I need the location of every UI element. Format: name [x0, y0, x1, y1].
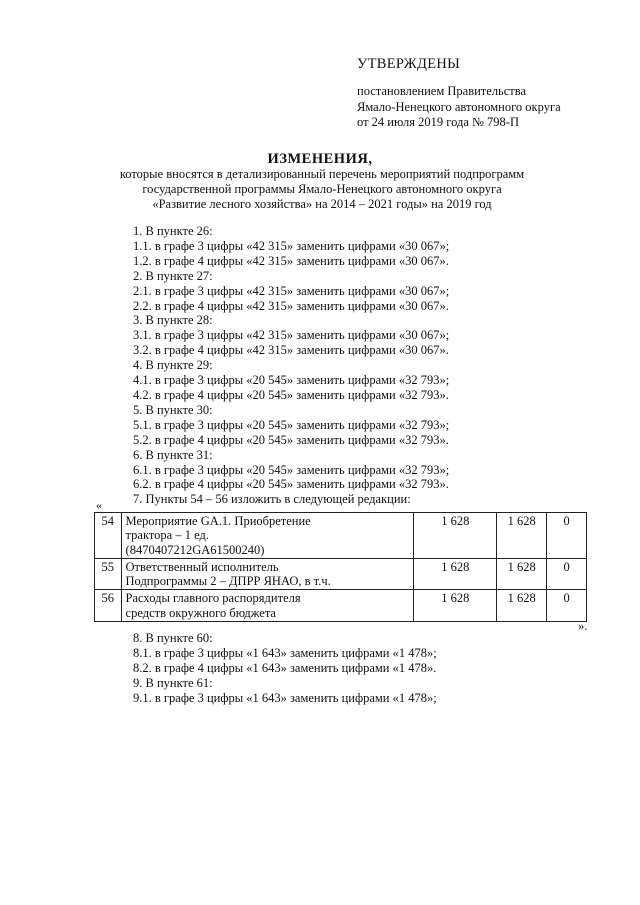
description-line: средств окружного бюджета: [125, 605, 276, 620]
amendment-item: 2.2. в графе 4 цифры «42 315» заменить цифрами «30 067».: [133, 298, 449, 313]
amendment-list: [133, 224, 449, 507]
row-number-cell: 54: [95, 513, 122, 559]
document-title: ИЗМЕНЕНИЯ,: [267, 151, 373, 167]
amendment-item: 7. Пункты 54 – 56 изложить в следующей редакции:: [133, 492, 411, 507]
value-cell-col5: 0: [547, 558, 587, 590]
amendment-list-continued: [133, 631, 437, 706]
value-cell-col4: 1 628: [497, 513, 547, 559]
amendment-item: 4.2. в графе 4 цифры «20 545» заменить цифрами «32 793».: [133, 387, 449, 402]
amendment-item: 9.1. в графе 3 цифры «1 643» заменить цифрами «1 478»;: [133, 690, 437, 705]
amendment-item: 3. В пункте 28:: [133, 313, 213, 328]
amendment-item: 6.1. в графе 3 цифры «20 545» заменить цифрами «32 793»;: [133, 462, 450, 477]
amendment-item: 5. В пункте 30:: [133, 402, 213, 417]
amendment-item: 4. В пункте 29:: [133, 358, 213, 373]
row-number-cell: 55: [95, 558, 122, 590]
amendment-item: 8. В пункте 60:: [133, 631, 213, 645]
row-number-cell: 56: [95, 590, 122, 622]
description-line: (8470407212GA61500240): [125, 542, 265, 557]
amendment-item: 8.1. в графе 3 цифры «1 643» заменить цифрами «1 478»;: [133, 645, 437, 660]
amendment-item: 1.1. в графе 3 цифры «42 315» заменить цифрами «30 067»;: [133, 238, 450, 253]
amendment-item: 1. В пункте 26:: [133, 224, 213, 238]
value-cell-col4: 1 628: [497, 590, 547, 622]
amendment-item: 6. В пункте 31:: [133, 447, 213, 462]
amendment-item: 4.1. в графе 3 цифры «20 545» заменить цифрами «32 793»;: [133, 373, 450, 388]
amendment-item: 5.2. в графе 4 цифры «20 545» заменить цифрами «32 793».: [133, 432, 449, 447]
quote-open-mark: «: [96, 498, 102, 512]
description-cell: [121, 590, 414, 622]
description-line: Мероприятие GA.1. Приобретение: [125, 514, 311, 528]
amendment-item: 3.2. в графе 4 цифры «42 315» заменить цифрами «30 067».: [133, 343, 449, 358]
approval-line: постановлением Правительства: [357, 84, 527, 98]
amendment-item: 6.2. в графе 4 цифры «20 545» заменить цифрами «32 793».: [133, 477, 449, 492]
amendment-item: 2.1. в графе 3 цифры «42 315» заменить цифрами «30 067»;: [133, 283, 450, 298]
approval-line: Ямало-Ненецкого автономного округа: [357, 99, 561, 114]
subtitle-line: которые вносятся в детализированный перечень мероприятий подпрограмм: [119, 167, 525, 181]
approval-heading: УТВЕРЖДЕНЫ: [357, 56, 461, 72]
amendment-item: 3.1. в графе 3 цифры «42 315» заменить цифрами «30 067»;: [133, 328, 450, 343]
description-line: Подпрограммы 2 – ДПРР ЯНАО, в т.ч.: [125, 574, 331, 589]
subtitle-line: государственной программы Ямало-Ненецкого автономного округа: [142, 182, 502, 196]
amendment-item: 8.2. в графе 4 цифры «1 643» заменить цифрами «1 478».: [133, 660, 437, 675]
amendment-item: 5.1. в графе 3 цифры «20 545» заменить цифрами «32 793»;: [133, 417, 450, 432]
table-row: [95, 513, 587, 559]
description-cell: [121, 558, 414, 590]
value-cell-col5: 0: [547, 513, 587, 559]
value-cell-col3: 1 628: [414, 558, 497, 590]
value-cell-col3: 1 628: [414, 590, 497, 622]
table-row: [95, 590, 587, 622]
value-cell-col3: 1 628: [414, 513, 497, 559]
value-cell-col4: 1 628: [497, 558, 547, 590]
approval-reference: [357, 84, 561, 131]
amendment-item: 1.2. в графе 4 цифры «42 315» заменить цифрами «30 067».: [133, 253, 449, 268]
approval-line: от 24 июля 2019 года № 798-П: [357, 115, 519, 129]
replacement-table: [94, 512, 587, 622]
quote-close-mark: ».: [578, 619, 588, 633]
description-cell: [121, 513, 414, 559]
description-line: Ответственный исполнитель: [125, 559, 279, 574]
amendment-item: 2. В пункте 27:: [133, 268, 213, 283]
table-row: [95, 558, 587, 590]
value-cell-col5: 0: [547, 590, 587, 622]
document-subtitle: [62, 167, 582, 212]
description-line: Расходы главного распорядителя: [125, 591, 301, 606]
description-line: трактора – 1 ед.: [125, 528, 209, 543]
amendment-item: 9. В пункте 61:: [133, 675, 213, 690]
subtitle-line: «Развитие лесного хозяйства» на 2014 – 2021 годы» на 2019 год: [152, 197, 492, 211]
